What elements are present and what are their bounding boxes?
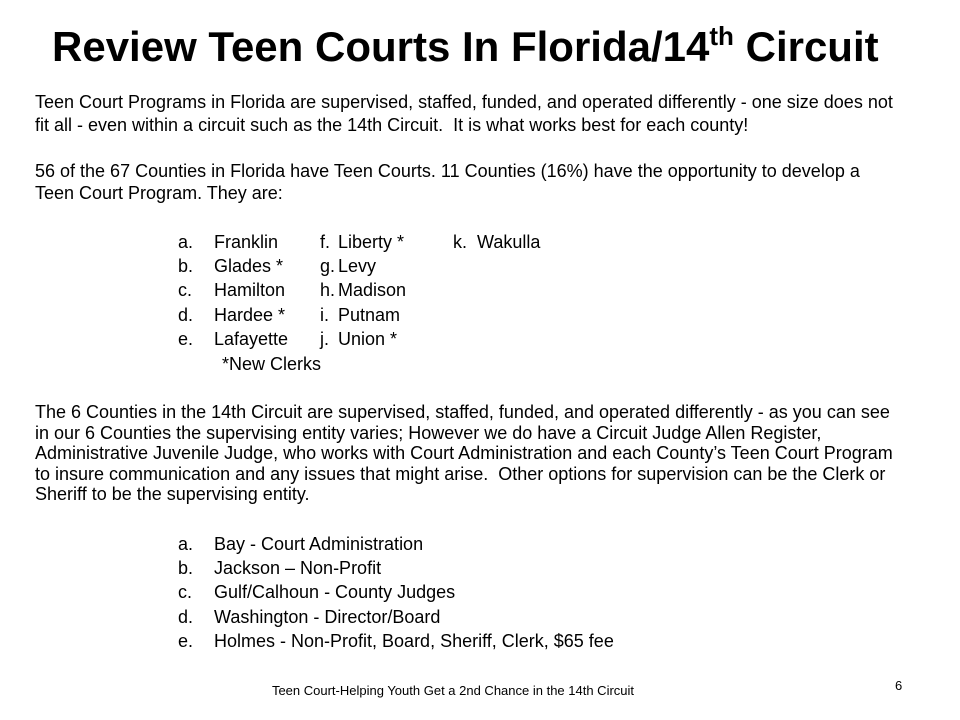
county-name: Liberty * (338, 232, 405, 252)
county-name: Madison (338, 280, 407, 300)
circuit-county-item: Bay - Court Administration (214, 534, 424, 554)
county-name: Franklin (214, 232, 279, 252)
slide-title (52, 22, 879, 72)
list-marker: e. (178, 329, 194, 349)
intro-line: fit all - even within a circuit such as the 14th Circuit. It is what works best for each county! (35, 115, 749, 135)
title-main: Review Teen Courts In Florida/14 (52, 23, 710, 70)
county-name: Lafayette (214, 329, 289, 349)
list-marker: b. (178, 558, 194, 578)
circuit-line: The 6 Counties in the 14th Circuit are supervised, staffed, funded, and operated differently - as you can see (35, 402, 890, 422)
list-marker: c. (178, 280, 193, 300)
list-marker: e. (178, 631, 194, 651)
circuit-line: in our 6 Counties the supervising entity varies; However we do have a Circuit Judge Allen Register, (35, 422, 822, 443)
circuit-paragraph (35, 402, 893, 505)
county-name: Glades * (214, 256, 284, 276)
county-name: Levy (338, 256, 377, 276)
county-count-line: 56 of the 67 Counties in Florida have Teen Courts. 11 Counties (16%) have the opportunity to develop a (35, 161, 860, 181)
list-marker: f. (320, 232, 331, 252)
intro-line: Teen Court Programs in Florida are supervised, staffed, funded, and operated differently - one size does not (35, 92, 893, 112)
county-name: Putnam (338, 305, 401, 325)
circuit-county-item: Washington - Director/Board (214, 607, 441, 627)
title-superscript: th (709, 21, 734, 51)
list-marker: d. (178, 305, 194, 325)
list-marker: i. (320, 305, 329, 325)
circuit-line: to insure communication and any issues that might arise. Other options for supervision can be the Clerk or (35, 463, 886, 484)
list-marker: k. (453, 232, 468, 252)
circuit-county-item: Gulf/Calhoun - County Judges (214, 582, 456, 602)
list-marker: a. (178, 534, 194, 554)
slide-footer: Teen Court-Helping Youth Get a 2nd Chance in the 14th Circuit (271, 683, 635, 698)
county-name: Hardee * (214, 305, 286, 325)
new-clerks-note: *New Clerks (222, 354, 322, 374)
page-number: 6 (895, 678, 903, 693)
county-count-line: Teen Court Program. They are: (35, 183, 283, 203)
circuit-county-item: Jackson – Non-Profit (214, 558, 382, 578)
intro-paragraph (35, 91, 893, 137)
list-marker: d. (178, 607, 194, 627)
list-marker: g. (320, 256, 336, 276)
county-name: Wakulla (477, 232, 541, 252)
list-marker: h. (320, 280, 336, 300)
county-count-paragraph (35, 160, 860, 204)
circuit-county-item: Holmes - Non-Profit, Board, Sheriff, Clerk, $65 fee (214, 631, 614, 651)
circuit-line: Sheriff to be the supervising entity. (35, 484, 310, 504)
county-name: Hamilton (214, 280, 286, 300)
county-name: Union * (338, 329, 398, 349)
list-marker: j. (320, 329, 329, 349)
circuit-line: Administrative Juvenile Judge, who works with Court Administration and each County’s Teen Court Program (35, 443, 893, 463)
list-marker: a. (178, 232, 194, 252)
title-tail: Circuit (733, 23, 879, 70)
list-marker: b. (178, 256, 194, 276)
list-marker: c. (178, 582, 193, 602)
